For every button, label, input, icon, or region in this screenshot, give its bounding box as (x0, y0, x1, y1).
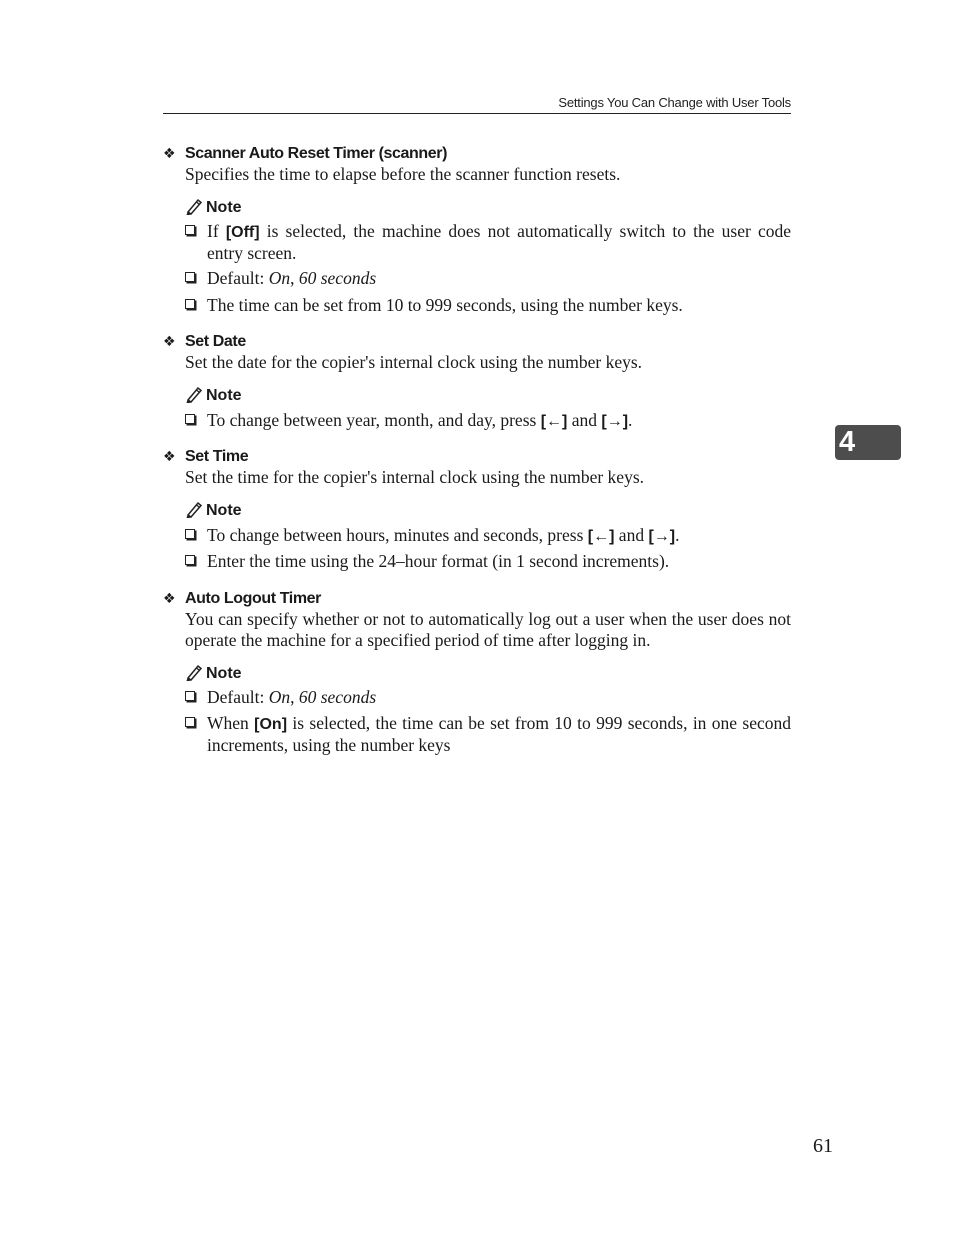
note-label: Note (206, 665, 242, 682)
note-text: Default: (207, 268, 269, 288)
checkbox-bullet-icon (185, 225, 195, 235)
note-item (185, 410, 791, 432)
note-label: Note (206, 387, 242, 404)
section-heading (163, 143, 447, 164)
note-text: is selected, the machine does not automatically switch to the user code entry screen. (207, 221, 792, 263)
note-text: and (614, 525, 649, 545)
running-header-title: Settings You Can Change with User Tools (558, 95, 791, 110)
checkbox-bullet-icon (185, 272, 195, 282)
note-text: To change between hours, minutes and seconds, press (207, 525, 588, 545)
note-text: When (207, 713, 255, 733)
section-heading-text: Set Time (185, 448, 249, 465)
note-text: . (675, 525, 680, 545)
note-item (185, 713, 791, 756)
note-item (185, 221, 791, 264)
note-text: , (290, 687, 299, 707)
page-number: 61 (813, 1135, 833, 1157)
right-arrow-key: [→] (601, 413, 629, 430)
diamond-bullet-icon: ❖ (163, 145, 176, 161)
note-text: Default: (207, 687, 269, 707)
left-arrow-key: [←] (587, 528, 615, 545)
section-body: Specifies the time to elapse before the scanner function resets. (185, 164, 621, 184)
note-heading (185, 664, 242, 684)
pencil-note-icon (185, 501, 203, 518)
note-text: . (628, 410, 633, 430)
chapter-tab (835, 425, 901, 460)
note-item (185, 551, 791, 572)
note-text: The time can be set from 10 to 999 seconds, using the number keys. (207, 295, 683, 315)
note-text: To change between year, month, and day, press (207, 410, 541, 430)
note-heading (185, 501, 242, 521)
section-heading-text: Auto Logout Timer (185, 590, 321, 607)
key-label: [On] (254, 716, 288, 733)
diamond-bullet-icon: ❖ (163, 333, 176, 349)
note-text: Enter the time using the 24–hour format (in 1 second increments). (207, 551, 670, 571)
note-item (185, 295, 791, 316)
running-header (163, 95, 791, 114)
section-body: You can specify whether or not to automatically log out a user when the user does not operate the machine for a specified period of time after logging in. (185, 609, 791, 650)
pencil-note-icon (185, 198, 203, 215)
chapter-number: 4 (839, 426, 856, 458)
section-heading-text: Scanner Auto Reset Timer (scanner) (185, 145, 448, 162)
pencil-note-icon (185, 386, 203, 403)
section-heading-text: Set Date (185, 333, 246, 350)
default-value: 60 seconds (298, 687, 377, 707)
section-heading (163, 331, 246, 352)
section-body: Set the date for the copier's internal clock using the number keys. (185, 352, 643, 372)
note-item (185, 687, 791, 708)
note-item (185, 268, 791, 289)
note-text: If (207, 221, 226, 241)
diamond-bullet-icon: ❖ (163, 448, 176, 464)
note-label: Note (206, 502, 242, 519)
checkbox-bullet-icon (185, 299, 195, 309)
default-value: On (268, 687, 291, 707)
note-text: , (290, 268, 299, 288)
checkbox-bullet-icon (185, 529, 195, 539)
section-heading (163, 446, 248, 467)
note-text: is selected, the time can be set from 10 to 999 seconds, in one second increments, using the number keys (207, 713, 791, 755)
default-value: On (268, 268, 291, 288)
note-heading (185, 198, 242, 218)
checkbox-bullet-icon (185, 414, 195, 424)
diamond-bullet-icon: ❖ (163, 590, 176, 606)
pencil-note-icon (185, 664, 203, 681)
note-label: Note (206, 199, 242, 216)
checkbox-bullet-icon (185, 555, 195, 565)
checkbox-bullet-icon (185, 691, 195, 701)
note-heading (185, 386, 242, 406)
section-heading (163, 588, 321, 609)
note-item (185, 525, 791, 547)
right-arrow-key: [→] (648, 528, 676, 545)
left-arrow-key: [←] (540, 413, 568, 430)
default-value: 60 seconds (298, 268, 377, 288)
checkbox-bullet-icon (185, 717, 195, 727)
section-body: Set the time for the copier's internal clock using the number keys. (185, 467, 644, 487)
key-label: [Off] (225, 224, 260, 241)
note-text: and (567, 410, 602, 430)
